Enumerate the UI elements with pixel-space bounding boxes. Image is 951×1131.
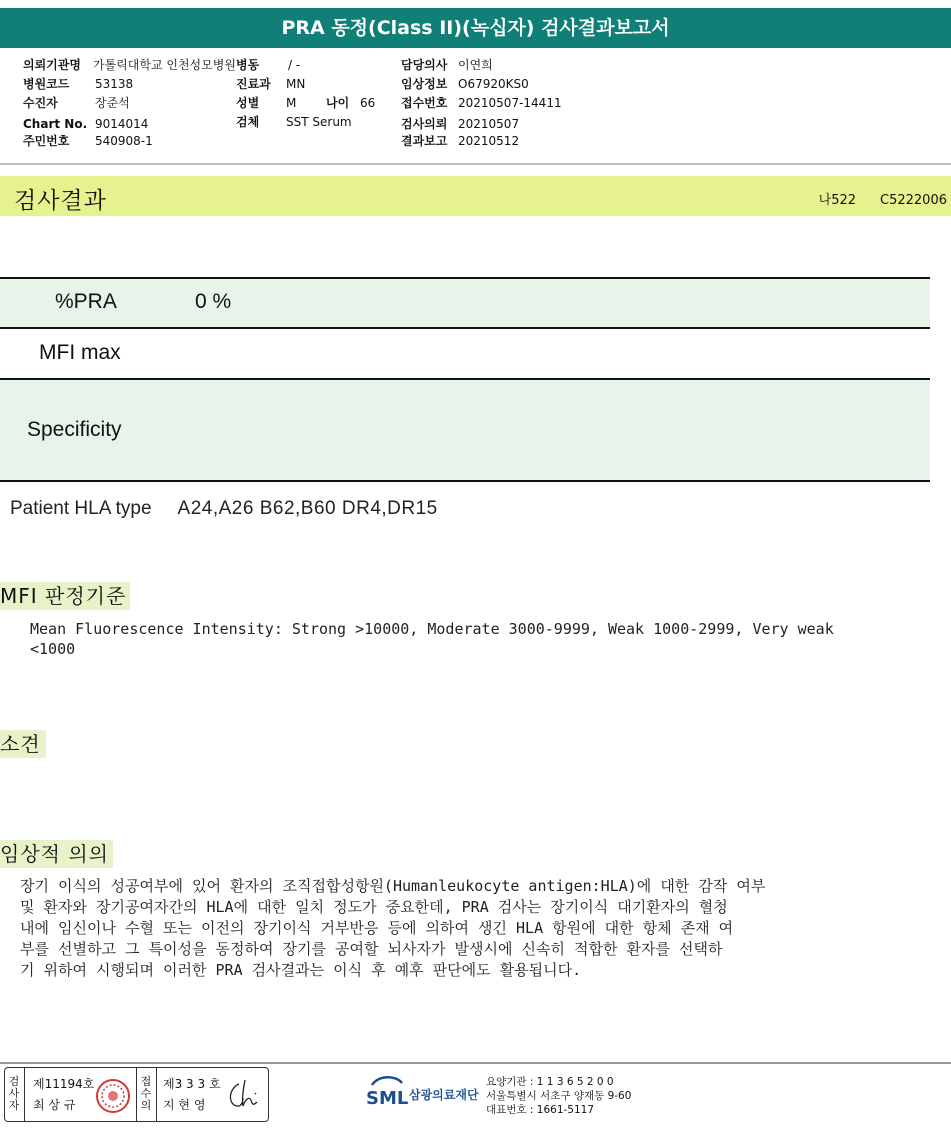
info-patient-name: 수진자 장준석 <box>23 96 130 110</box>
receiver-license-no: 제3 3 3 호 <box>163 1077 221 1091</box>
mfi-criteria-text-line1: Mean Fluorescence Intensity: Strong >10000, Moderate 3000-9999, Weak 1000-2999, Very weak <box>30 620 834 638</box>
row-divider <box>0 327 930 329</box>
inspector-license-no: 제11194호 <box>33 1077 95 1091</box>
clinical-line: 내에 임신이나 수혈 또는 이전의 장기이식 거부반응 등에 의하여 생긴 HLA 항원에 대한 항체 존재 여 <box>20 919 734 937</box>
results-section-codes <box>795 189 947 208</box>
signature-box <box>4 1067 269 1122</box>
clinical-line: 장기 이식의 성공여부에 있어 환자의 조직접합성항원(Humanleukocyte antigen:HLA)에 대한 감작 여부 <box>20 877 766 895</box>
handwritten-signature <box>225 1076 265 1114</box>
specificity-label: Specificity <box>27 418 122 441</box>
red-seal-stamp <box>95 1078 131 1114</box>
row-divider <box>0 277 930 279</box>
header-divider <box>0 163 951 165</box>
mfi-criteria-heading: MFI 판정기준 <box>0 582 130 610</box>
item-code: C5222006 <box>880 193 947 208</box>
mfi-max-label: MFI max <box>39 341 121 364</box>
address: 서울특별시 서초구 양재동 9-60 <box>486 1090 632 1102</box>
signature-divider <box>136 1068 137 1121</box>
sml-logo-icon <box>366 1073 408 1113</box>
footer-divider <box>0 1062 951 1064</box>
row-divider <box>0 378 930 380</box>
opinion-heading: 소견 <box>0 730 46 758</box>
facility-code: 요양기관 : 1 1 3 6 5 2 0 0 <box>486 1076 614 1088</box>
info-department: 진료과 MN <box>236 77 306 91</box>
clinical-line: 및 환자와 장기공여자간의 HLA에 대한 일치 정도가 중요한데, PRA 검사는 장기이식 대기환자의 혈청 <box>20 898 728 916</box>
hla-label: Patient HLA type <box>10 498 152 519</box>
clinical-line: 부를 선별하고 그 특이성을 동정하여 장기를 공여할 뇌사자가 발생시에 신속히 적합한 환자를 선택하 <box>20 940 723 958</box>
receiver-name: 지 현 영 <box>163 1098 206 1112</box>
svg-text:SML: SML <box>366 1088 408 1109</box>
info-chart-no: Chart No. 9014014 <box>23 117 149 131</box>
info-request-date: 검사의뢰 20210507 <box>401 117 520 131</box>
report-title: PRA 동정(Class II)(녹십자) 검사결과보고서 <box>0 8 951 48</box>
phone-number: 대표번호 : 1661-5117 <box>486 1104 595 1116</box>
info-age: 나이 66 <box>326 96 376 110</box>
info-requesting-institution: 의뢰기관명 가톨릭대학교 인천성모병원 <box>23 58 236 72</box>
info-ward: 병동 / - <box>236 58 301 72</box>
organization-name: 삼광의료재단 <box>409 1088 479 1102</box>
info-receipt-no: 접수번호 20210507-14411 <box>401 96 562 110</box>
info-hospital-code: 병원코드 53138 <box>23 77 134 91</box>
clinical-significance-heading: 임상적 의의 <box>0 840 113 868</box>
pra-label: %PRA <box>55 290 117 313</box>
info-sex: 성별 M <box>236 96 297 110</box>
info-resident-no: 주민번호 540908-1 <box>23 134 153 148</box>
clinical-line: 기 위하여 시행되며 이러한 PRA 검사결과는 이식 후 예후 판단에도 활용됩니다. <box>20 961 582 979</box>
signature-divider <box>156 1068 157 1121</box>
info-specimen: 검체 SST Serum <box>236 115 352 129</box>
clinical-significance-text <box>20 876 765 981</box>
inspector-name: 최 상 규 <box>33 1098 76 1112</box>
pra-row <box>0 278 930 328</box>
info-report-date: 결과보고 20210512 <box>401 134 520 148</box>
info-clinical-info: 임상정보 O67920KS0 <box>401 77 529 91</box>
test-code: 나522 <box>818 193 857 208</box>
row-divider <box>0 480 930 482</box>
signature-divider <box>24 1068 25 1121</box>
pra-value: 0 % <box>195 290 232 313</box>
organization-contact <box>486 1075 631 1117</box>
inspector-vertical-label: 검 사 자 <box>8 1075 20 1112</box>
specificity-row <box>0 380 930 481</box>
receiver-vertical-label: 접 수 의 <box>140 1075 152 1112</box>
hla-value: A24,A26 B62,B60 DR4,DR15 <box>177 498 438 519</box>
patient-hla-type <box>10 498 438 520</box>
mfi-criteria-text-line2: <1000 <box>30 640 76 658</box>
info-attending-doctor: 담당의사 이연희 <box>401 58 493 72</box>
results-section-title: 검사결과 <box>14 188 107 214</box>
